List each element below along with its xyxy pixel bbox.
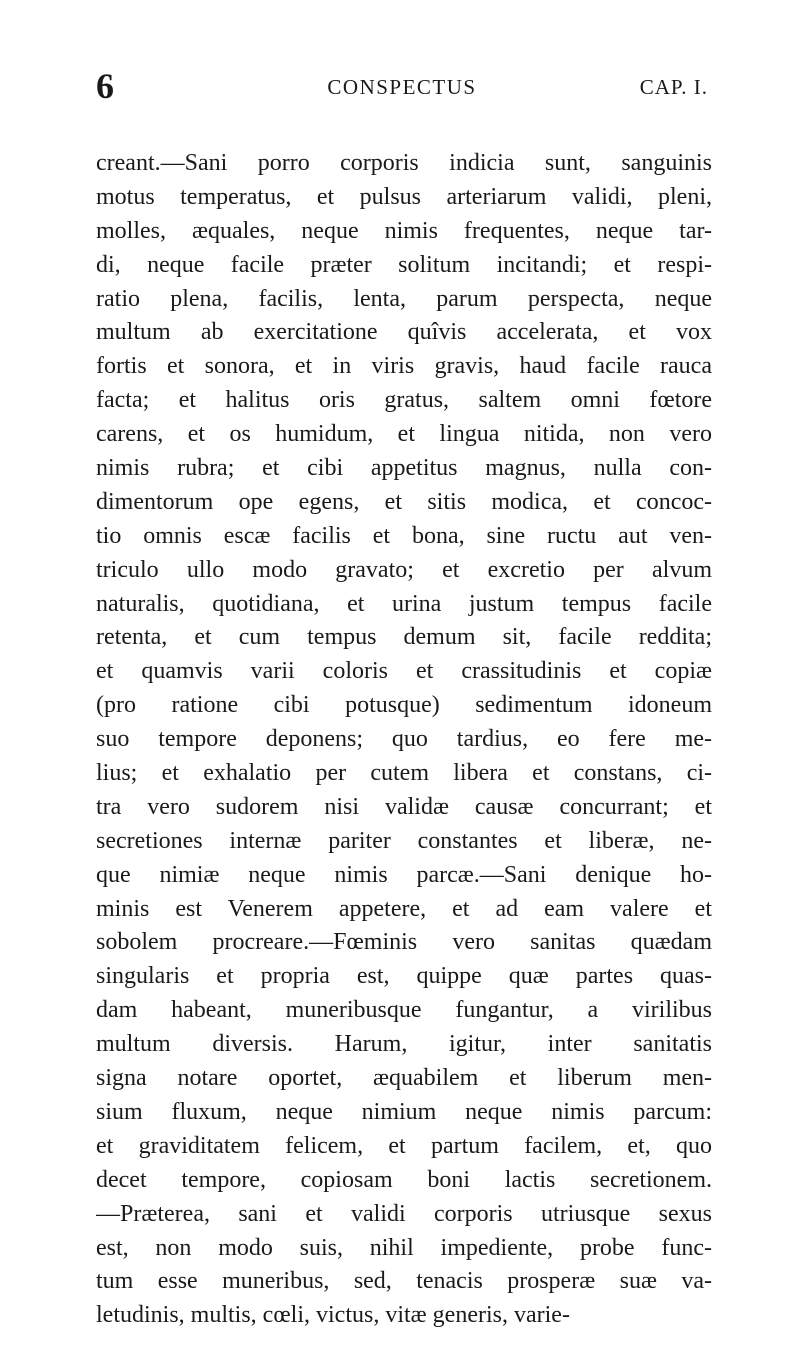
text-line: facta; et halitus oris gratus, saltem omni fœtore <box>96 387 712 414</box>
text-line: triculo ullo modo gravato; et excretio per alvum <box>96 556 712 583</box>
text-line: nimis rubra; et cibi appetitus magnus, nulla con- <box>96 455 712 482</box>
text-line: creant.—Sani porro corporis indicia sunt, sanguinis <box>96 150 712 176</box>
text-line: di, neque facile præter solitum incitandi; et respi- <box>96 251 712 278</box>
text-line: tum esse muneribus, sed, tenacis prosperæ suæ va- <box>96 1268 712 1295</box>
text-line: molles, æquales, neque nimis frequentes, neque tar- <box>96 217 712 244</box>
text-line: naturalis, quotidiana, et urina justum tempus facile <box>96 590 712 617</box>
text-line: letudinis, multis, cœli, victus, vitæ generis, varie- <box>96 1302 570 1329</box>
text-line: que nimiæ neque nimis parcæ.—Sani denique ho- <box>96 861 712 888</box>
text-line: minis est Venerem appetere, et ad eam valere et <box>96 895 712 922</box>
text-line: sobolem procreare.—Fœminis vero sanitas quædam <box>96 929 712 956</box>
text-line: singularis et propria est, quippe quæ partes quas- <box>96 963 712 990</box>
text-line: ratio plena, facilis, lenta, parum perspecta, neque <box>96 285 712 312</box>
text-line: et graviditatem felicem, et partum facilem, et, quo <box>96 1132 712 1159</box>
text-line: (pro ratione cibi potusque) sedimentum idoneum <box>96 692 712 719</box>
text-line: et quamvis varii coloris et crassitudinis et copiæ <box>96 658 712 685</box>
text-line: dam habeant, muneribusque fungantur, a virilibus <box>96 997 712 1024</box>
text-line: suo tempore deponens; quo tardius, eo fere me- <box>96 726 712 753</box>
body-text <box>96 147 712 1333</box>
chapter-label: CAP. I. <box>639 75 708 99</box>
text-line: tio omnis escæ facilis et bona, sine ructu aut ven- <box>96 522 712 549</box>
text-line: est, non modo suis, nihil impediente, probe func- <box>96 1234 712 1261</box>
text-line: carens, et os humidum, et lingua nitida, non vero <box>96 421 712 448</box>
text-line: tra vero sudorem nisi validæ causæ concurrant; et <box>96 793 712 820</box>
text-line: —Præterea, sani et validi corporis utriusque sexus <box>96 1200 712 1227</box>
text-line: motus temperatus, et pulsus arteriarum validi, pleni, <box>96 183 712 210</box>
running-head <box>96 66 708 106</box>
text-line: multum diversis. Harum, igitur, inter sanitatis <box>96 1031 712 1058</box>
text-line: sium fluxum, neque nimium neque nimis parcum: <box>96 1098 712 1125</box>
text-line: multum ab exercitatione quîvis accelerata, et vox <box>96 319 712 346</box>
text-line: decet tempore, copiosam boni lactis secretionem. <box>96 1166 712 1193</box>
running-title: CONSPECTUS <box>327 75 477 99</box>
text-line: secretiones internæ pariter constantes et liberæ, ne- <box>96 827 712 854</box>
text-line: signa notare oportet, æquabilem et liberum men- <box>96 1065 712 1092</box>
text-line: lius; et exhalatio per cutem libera et constans, ci- <box>96 760 712 787</box>
text-line: retenta, et cum tempus demum sit, facile reddita; <box>96 624 712 651</box>
page-number: 6 <box>96 66 114 106</box>
text-line: dimentorum ope egens, et sitis modica, et concoc- <box>96 488 712 515</box>
text-line: fortis et sonora, et in viris gravis, haud facile rauca <box>96 353 712 380</box>
